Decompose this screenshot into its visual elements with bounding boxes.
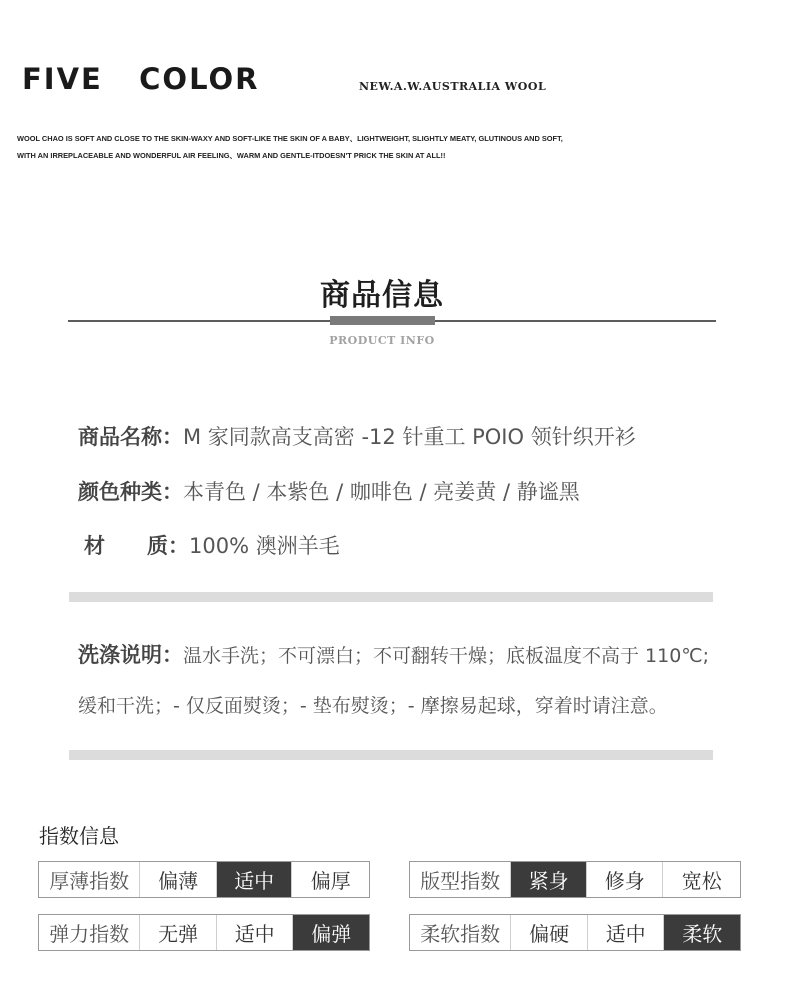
brand-description-line-1: WOOL CHAO IS SOFT AND CLOSE TO THE SKIN-WAXY AND SOFT-LIKE THE SKIN OF A BABY、LIGHTWEIGHT, SLIGHTLY MEATY, GLUTINOUS AND SOFT, <box>17 134 563 143</box>
section-subtitle: PRODUCT INFO <box>329 334 435 347</box>
index-table-softness <box>409 914 741 951</box>
fit-option-loose: 宽松 <box>681 869 722 893</box>
softness-option-medium: 适中 <box>588 915 665 950</box>
softness-option-soft-selected: 柔软 <box>664 915 740 950</box>
thickness-option-thick: 偏厚 <box>310 869 351 893</box>
elasticity-label: 弹力指数 <box>39 915 140 950</box>
product-name-row <box>78 421 636 451</box>
material-label: 材 质： <box>84 534 189 558</box>
elasticity-option-stretchy-selected: 偏弹 <box>293 915 369 950</box>
elasticity-option-medium: 适中 <box>217 915 294 950</box>
wash-value-line-2: 缓和干洗；- 仅反面熨烫；- 垫布熨烫；- 摩擦易起球，穿着时请注意。 <box>78 695 668 717</box>
wash-label: 洗涤说明： <box>78 643 183 667</box>
fit-option-slim-selected: 紧身 <box>511 862 587 897</box>
wash-row-1 <box>78 639 709 669</box>
thickness-label: 厚薄指数 <box>39 862 140 897</box>
brand-title: FIVE COLOR <box>22 62 260 96</box>
material-value: 100% 澳洲羊毛 <box>189 534 340 558</box>
thickness-option-thin: 偏薄 <box>140 862 217 897</box>
index-table-fit <box>409 861 741 898</box>
thickness-option-medium-selected: 适中 <box>217 862 293 897</box>
brand-tagline: NEW.A.W.AUSTRALIA WOOL <box>359 80 547 93</box>
brand-description-line-2: WITH AN IRREPLACEABLE AND WONDERFUL AIR FEELING、WARM AND GENTLE-ITDOESN'T PRICK THE SKIN AT ALL!! <box>17 151 446 160</box>
index-table-thickness <box>38 861 370 898</box>
section-divider-accent <box>330 316 435 325</box>
index-table-elasticity <box>38 914 370 951</box>
info-divider-2 <box>69 750 713 760</box>
product-name-value: M 家同款高支高密 -12 针重工 POIO 领针织开衫 <box>183 425 636 449</box>
color-row <box>78 476 580 506</box>
color-label: 颜色种类： <box>78 480 183 504</box>
wash-value-line-1: 温水手洗；不可漂白；不可翻转干燥；底板温度不高于 110℃; <box>183 645 710 667</box>
softness-label: 柔软指数 <box>410 915 511 950</box>
wash-row-2 <box>78 691 668 718</box>
material-row <box>84 530 340 560</box>
info-divider-1 <box>69 592 713 602</box>
softness-option-hard: 偏硬 <box>511 915 588 950</box>
product-name-label: 商品名称： <box>78 425 183 449</box>
elasticity-option-none: 无弹 <box>140 915 217 950</box>
fit-label: 版型指数 <box>410 862 511 897</box>
color-value: 本青色 / 本紫色 / 咖啡色 / 亮姜黄 / 静谧黑 <box>183 480 580 504</box>
section-title: 商品信息 <box>320 278 444 313</box>
fit-option-regular: 修身 <box>587 862 664 897</box>
index-title: 指数信息 <box>39 824 119 848</box>
